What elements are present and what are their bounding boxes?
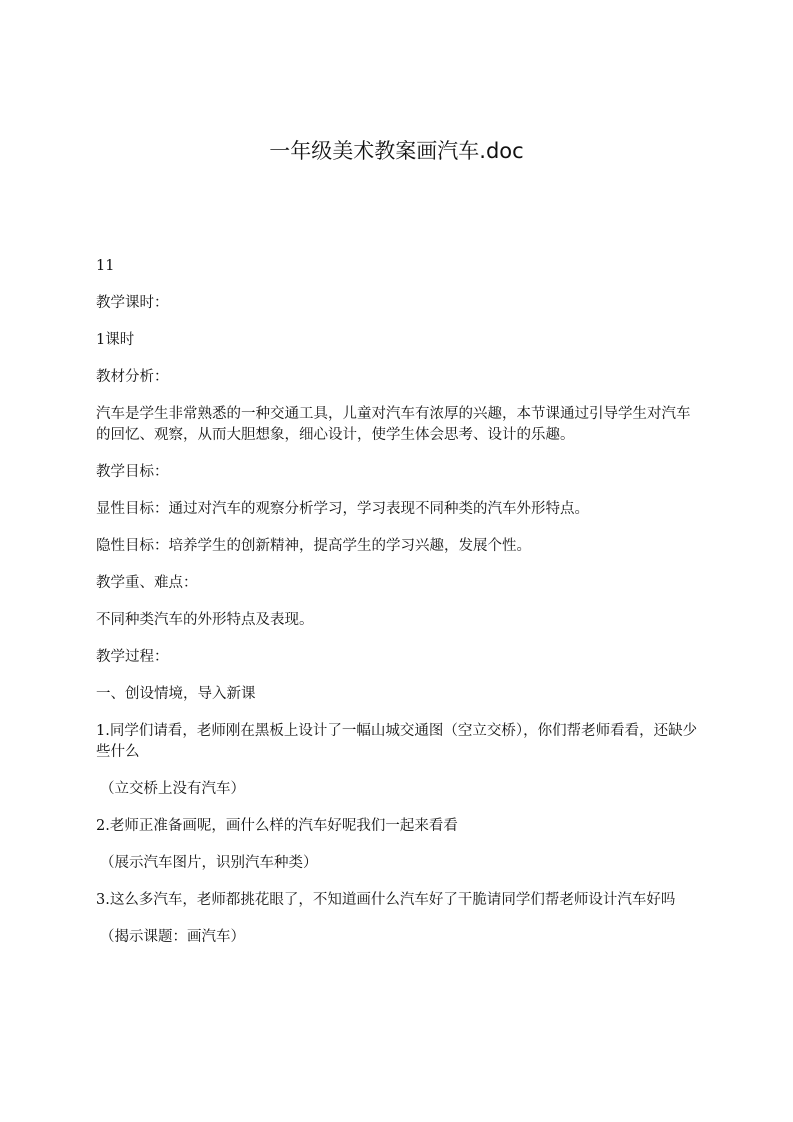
paragraph-step-three: 3.这么多汽车，老师都挑花眼了，不知道画什么汽车好了干脆请同学们帮老师设计汽车好吗 (96, 892, 676, 908)
paragraph-explicit-objective: 显性目标：通过对汽车的观察分析学习，学习表现不同种类的汽车外形特点。 (96, 501, 589, 517)
paragraph-key-points-heading: 教学重、难点： (96, 575, 198, 591)
paragraph-step-one: 1.同学们请看，老师刚在黑板上设计了一幅山城交通图（空立交桥），你们帮老师看看，还缺少些什么 (96, 723, 698, 760)
paragraph-material-analysis-heading: 教材分析： (96, 369, 169, 385)
paragraph-section-one: 一、创设情境，导入新课 (96, 686, 256, 702)
paragraph-page-number: 11 (96, 258, 115, 274)
paragraph-step-three-note: （揭示课题：画汽车） (100, 929, 245, 945)
paragraph-step-one-note: （立交桥上没有汽车） (100, 781, 245, 797)
document-body (96, 256, 702, 964)
document-title: 一年级美术教案画汽车.doc (269, 139, 524, 163)
paragraph-objectives-heading: 教学目标： (96, 464, 169, 480)
paragraph-lesson-hours: 1课时 (96, 332, 135, 348)
paragraph-step-two: 2.老师正准备画呢，画什么样的汽车好呢我们一起来看看 (96, 818, 458, 834)
paragraph-material-analysis: 汽车是学生非常熟悉的一种交通工具，儿童对汽车有浓厚的兴趣，本节课通过引导学生对汽车的回忆、观察，从而大胆想象，细心设计，使学生体会思考、设计的乐趣。 (96, 406, 691, 443)
paragraph-key-points: 不同种类汽车的外形特点及表现。 (96, 612, 314, 628)
paragraph-step-two-note: （展示汽车图片，识别汽车种类） (100, 855, 318, 871)
paragraph-process-heading: 教学过程： (96, 649, 169, 665)
paragraph-implicit-objective: 隐性目标：培养学生的创新精神，提高学生的学习兴趣，发展个性。 (96, 538, 531, 554)
paragraph-lesson-hours-heading: 教学课时： (96, 295, 169, 311)
